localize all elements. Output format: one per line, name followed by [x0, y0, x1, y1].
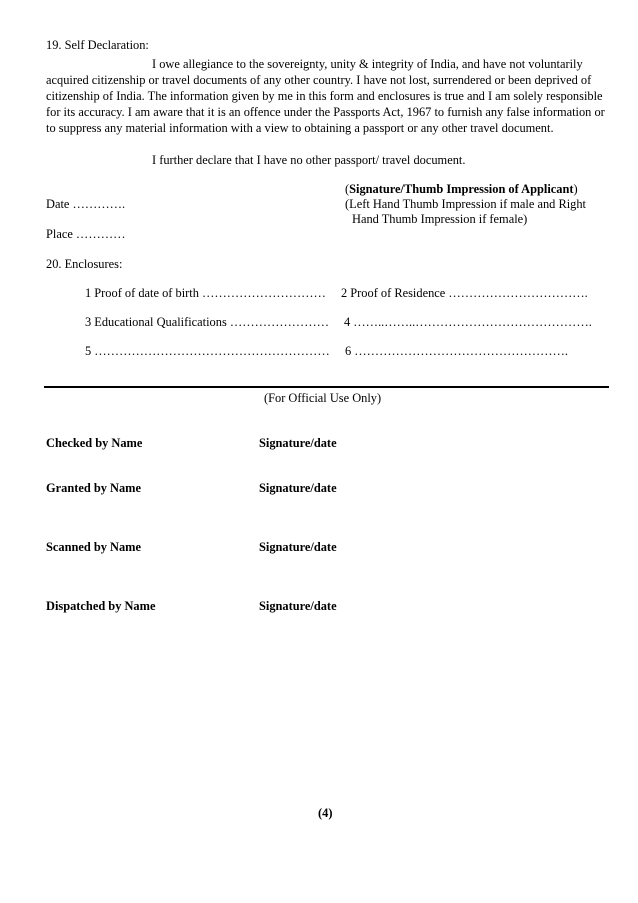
thumb-note-line-2: Hand Thumb Impression if female): [352, 212, 528, 226]
signature-close-paren: ): [573, 182, 578, 196]
enclosure-item-4: 4 ……..……..…………………………………….: [344, 315, 592, 329]
declaration-paragraph: I owe allegiance to the sovereignty, unity & integrity of India, and have not voluntarily acquired citizenship or travel documents of any other country. I have not lost, surrendered or been deprived of citizenship of India. The information given by me in this form and enclosures is true and I am solely responsible for its accuracy. I am aware that it is an offence under the Passports Act, 1967 to furnish any false information or to suppress any material information with a view to obtaining a passport or any other travel document.: [46, 57, 605, 135]
page-number: (4): [318, 806, 333, 820]
self-declaration-heading: 19. Self Declaration:: [46, 38, 149, 52]
date-field: Date ………….: [46, 197, 126, 211]
granted-by-label: Granted by Name: [46, 481, 141, 495]
granted-signature-label: Signature/date: [259, 481, 337, 495]
official-use-heading: (For Official Use Only): [264, 391, 382, 405]
scanned-by-label: Scanned by Name: [46, 540, 142, 554]
signature-open-paren: (: [345, 182, 350, 196]
thumb-note-line-1: (Left Hand Thumb Impression if male and Right: [345, 197, 586, 211]
enclosures-heading: 20. Enclosures:: [46, 257, 123, 271]
place-field: Place …………: [46, 227, 126, 241]
enclosure-item-5: 5 …………………………………………………: [85, 344, 330, 358]
scanned-signature-label: Signature/date: [259, 540, 337, 554]
enclosure-item-3: 3 Educational Qualifications ……………………: [85, 315, 329, 329]
enclosure-item-6: 6 …………………………………………….: [345, 344, 569, 358]
signature-label: Signature/Thumb Impression of Applicant: [349, 182, 574, 196]
checked-by-label: Checked by Name: [46, 436, 143, 450]
enclosure-item-1: 1 Proof of date of birth …………………………: [85, 286, 326, 300]
enclosure-item-2: 2 Proof of Residence …………………………….: [341, 286, 588, 300]
signature-line: [345, 181, 578, 197]
section-divider: [44, 386, 609, 388]
dispatched-signature-label: Signature/date: [259, 599, 337, 613]
dispatched-by-label: Dispatched by Name: [46, 599, 156, 613]
checked-signature-label: Signature/date: [259, 436, 337, 450]
no-other-passport-statement: I further declare that I have no other passport/ travel document.: [152, 153, 466, 167]
